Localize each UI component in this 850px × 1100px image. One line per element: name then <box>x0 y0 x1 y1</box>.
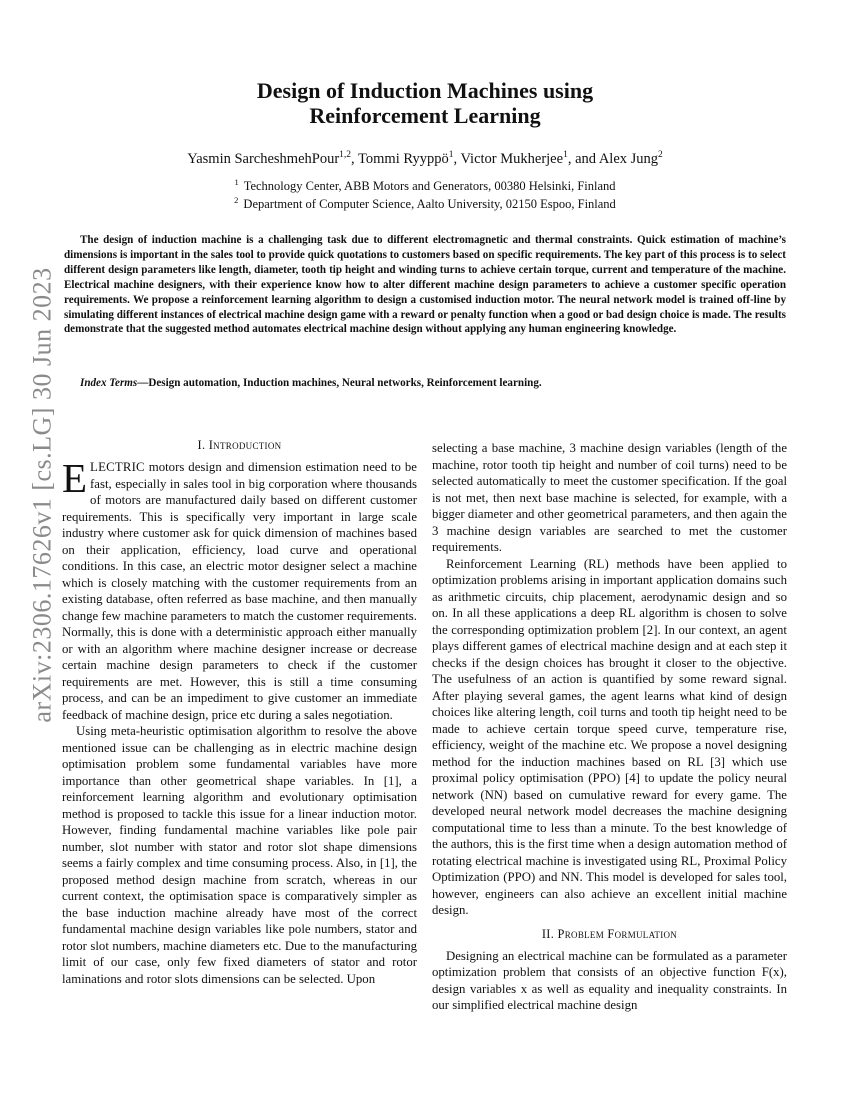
drop-cap-letter: E <box>62 455 88 501</box>
index-terms-label: Index Terms <box>80 377 138 389</box>
author-separator: , <box>351 150 359 167</box>
author-affiliation-mark: 1 <box>563 150 568 160</box>
section-heading-introduction: I. Introduction <box>197 438 282 452</box>
intro-caps-word: LECTRIC <box>90 460 145 474</box>
left-column <box>62 438 417 987</box>
section-heading-problem-formulation: II. Problem Formulation <box>541 926 678 941</box>
author-name: Victor Mukherjee <box>460 150 564 167</box>
index-terms-dash: — <box>137 377 149 389</box>
affiliation-text: Department of Computer Science, Aalto University, 02150 Espoo, Finland <box>243 197 616 212</box>
intro-paragraph-1 <box>62 455 417 723</box>
intro-paragraph-4: Reinforcement Learning (RL) methods have been applied to optimization problems arising in important application domains such as arithmetic circuits, chip placement, aerodynamic design and so on. In all these applications a deep RL algorithm is chosen to solve the corresponding optimization problem [2]. In our context, an agent plays different games of electrical machine design and at each step it checks if the design choices has brought it closer to the objective. The usefulness of an action is quantified by some reward signal. After playing several games, the agent learns what kind of design choices like altering length, coil turns and tooth tip height need to be made to achieve certain torque speed curve, temperature rise, efficiency, weight of the machine etc. We propose a novel designing method for the induction machines based on RL [3] which use proximal policy optimisation (PPO) [4] to update the policy neural network (NN) based on cumulative reward for every game. The developed neural network model decreases the machine designing computational time to less than a minute. To the best knowledge of the authors, this is the first time when a design automation method of rotating electrical machine is investigated using RL, Proximal Policy Optimization (PPO) and NN. This model is developed for sales tool, however, engineers can also achieve an excellent initial machine design. <box>432 556 787 917</box>
affiliation-number: 1 <box>234 177 239 187</box>
affiliation-1 <box>100 177 750 194</box>
title-line-1: Design of Induction Machines using <box>256 78 594 103</box>
problem-formulation-paragraph: Designing an electrical machine can be formulated as a parameter optimization problem that consists of an objective function F(x), design variables x as well as equality and inequality constraints. In our simplified electrical machine design <box>432 948 787 1012</box>
right-column <box>432 440 787 1014</box>
arxiv-identifier-text: arXiv:2306.17626v1 [cs.LG] 30 Jun 2023 <box>28 267 57 723</box>
author-list <box>100 150 750 168</box>
author-affiliation-mark: 2 <box>658 150 663 160</box>
author-separator: , <box>453 150 461 167</box>
affiliation-2 <box>100 195 750 212</box>
index-terms-text: Design automation, Induction machines, Neural networks, Reinforcement learning. <box>148 377 542 389</box>
author-separator: , and <box>567 150 599 167</box>
title-line-2: Reinforcement Learning <box>309 103 541 128</box>
intro-paragraph-2: Using meta-heuristic optimisation algorithm to resolve the above mentioned issue can be challenging as in electric machine design optimisation problem some fundamental variables have more importance than other geometrical shape variables. In [1], a reinforcement learning algorithm and evolutionary optimisation method is proposed to tackle this issue for a linear induction motor. However, finding fundamental machine variables like pole pair number, slot number with stator and rotor slot shape dimensions seems a fairly complex and time consuming process. Also, in [1], the proposed method design machine from scratch, whereas in our current context, the optimisation space is comparatively simpler as the base induction machine already have most of the correct fundamental machine design variables like pole numbers, stator and rotor slot numbers, machine diameters etc. Due to the manufacturing limit of our case, only few fixed diameters of stator and rotor laminations and rotor slots dimensions can be selected. Upon <box>62 724 417 986</box>
intro-paragraph-3: selecting a base machine, 3 machine design variables (length of the machine, rotor tooth tip height and number of coil turns) need to be selected automatically to meet the customer specification. If the goal is not met, then next base machine is selected, for example, with a bigger diameter and other geometrical parameters, and then again the 3 machine design variables are searched to met the customer requirements. <box>432 441 787 554</box>
intro-paragraph-1-text: motors design and dimension estimation need to be fast, especially in sales tool in big corporation where thousands of motors are manufactured daily based on different customer requirements. This is specifically very important in large scale industry where customer ask for quick dimension of machines based on their application, efficiency, load curve and operational conditions. In this case, an electric motor designer select a machine which is closely matching with the customer requirements from an existing database, often referred as base machine, and then manually change few machine parameters to match the customer requirements. Normally, this is done with a deterministic approach either manually or with an algorithm where machine designer increase or decrease certain machine design parameters to check if the customer requirements are met. However, this is still a time consuming process, and can be an impediment to give customer an immediate feedback of machine design, price etc during a sales negotiation. <box>62 460 417 722</box>
author-name: Alex Jung <box>598 150 659 167</box>
author-name: Tommi Ryyppö <box>358 150 449 167</box>
affiliation-number: 2 <box>234 195 239 205</box>
abstract: The design of induction machine is a challenging task due to different electromagnetic and thermal constraints. Quick estimation of machine’s dimensions is important in the sales tool to provide quick quotations to customers based on specific requirements. The key part of this process is to select different design parameters like length, diameter, tooth tip height and winding turns to achieve certain torque, current and temperature of the machine. Electrical machine designers, with their experience know how to alter different machine design parameters to achieve a customer specific operation requirements. We propose a reinforcement learning algorithm to design a customised induction motor. The neural network model is trained off-line by simulating different instances of electrical machine design game with a reward or penalty function when a good or bad design choice is made. The results demonstrate that the suggested method automates electrical machine design without applying any human engineering knowledge. <box>64 234 786 336</box>
affiliation-text: Technology Center, ABB Motors and Generators, 00380 Helsinki, Finland <box>243 179 616 194</box>
author-name: Yasmin SarcheshmehPour <box>187 150 340 167</box>
author-affiliation-mark: 1,2 <box>339 150 352 160</box>
index-terms <box>64 377 786 389</box>
paper-title <box>150 78 700 128</box>
author-affiliation-mark: 1 <box>448 150 454 160</box>
